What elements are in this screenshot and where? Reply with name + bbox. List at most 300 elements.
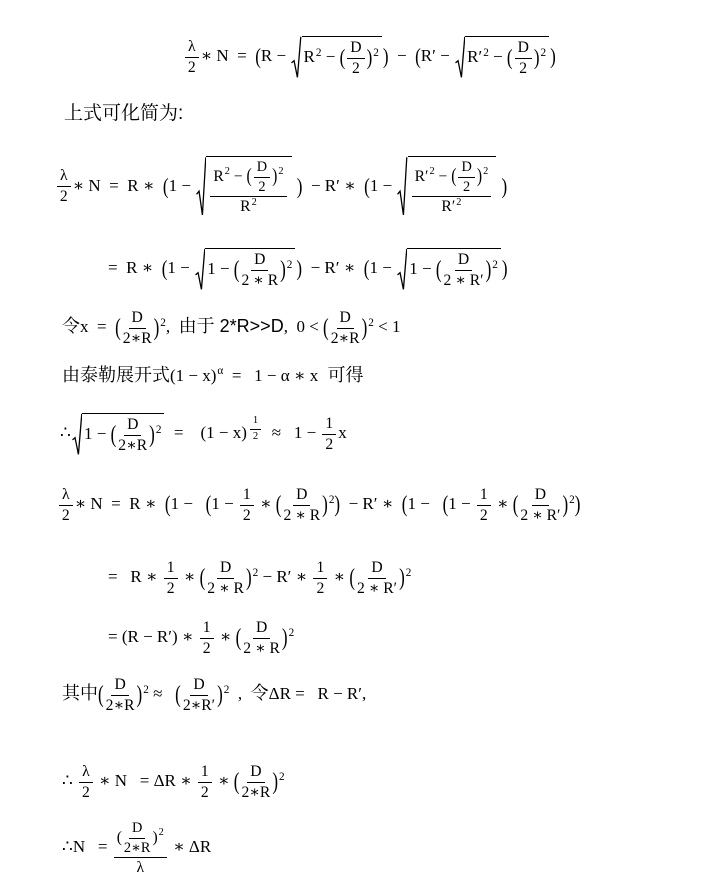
math-row [62,763,285,801]
fraction [183,676,215,715]
radicand [465,36,549,79]
math-text: = 1 − α ∗ x [223,366,323,385]
denominator [463,178,470,196]
math-text: 2 [519,59,528,77]
math-text: D [127,416,139,433]
math-row [240,198,257,215]
radicand [205,248,295,291]
numerator [250,415,261,429]
math-text: ∗ [255,494,276,514]
radical-glyph [397,248,407,291]
fraction [283,486,320,525]
denominator [207,579,244,598]
fraction [59,486,73,525]
stretch-paren: ( [435,256,442,284]
math-text: R [240,198,251,216]
stretch-paren: ) [550,44,556,70]
superscript [159,828,164,838]
math-text: ≈ [148,684,176,704]
stretch-paren: ( [339,45,346,71]
numerator [79,763,93,783]
math-text: ∴N = [62,837,112,857]
numerator [164,559,178,579]
math-text: 2 [463,178,471,195]
math-text: ∗ [329,567,350,587]
stretch-paren: ) [322,491,328,519]
math-text: 2∗R [123,839,151,856]
superscript [492,260,498,271]
math-text: = (1 − x) [165,423,247,443]
stretch-paren: ) [501,256,508,282]
math-text: ∗ N = R ∗ [72,175,163,195]
numerator [129,309,146,329]
fraction [322,415,336,454]
math-row [303,39,379,77]
radical-glyph [455,36,465,79]
stretch-paren: ) [574,491,581,518]
stretch-paren: ( [451,165,457,188]
denominator [241,271,278,290]
math-row [62,366,363,385]
denominator [123,329,152,348]
denominator [62,506,70,525]
stretch-paren: ( [233,256,240,284]
math-text: ∴ [62,771,78,791]
superscript [287,260,293,271]
math-text: ∗ [213,771,234,791]
fraction [515,39,532,78]
fraction [198,763,212,802]
numerator [458,159,474,178]
fraction [164,559,178,598]
superscript [252,198,257,208]
formula-opd-definition [183,36,556,79]
superscript [156,425,162,436]
cjk-text: 令 [250,683,269,704]
math-text: 2∗R [122,329,152,347]
fraction [207,559,244,598]
math-text: 2∗R [118,436,148,454]
math-text: 2 [252,566,259,579]
math-text: ∗ N = [200,46,256,66]
math-text: 1 − [168,175,196,195]
math-text: = (R − R′) ∗ [108,627,198,647]
superscript [406,568,412,579]
math-text: 1 [242,486,251,503]
denominator [201,783,209,802]
fraction [254,159,270,195]
denominator [352,59,360,78]
fraction [123,309,152,348]
denominator [357,579,397,598]
math-row [108,559,412,597]
cjk-text: 由泰勒展开式 [62,365,170,385]
stretch-paren: ) [501,173,508,199]
superscript [483,167,488,177]
math-text: ∗ ΔR [168,837,212,857]
math-text: 2 [258,178,266,195]
math-row [84,416,162,454]
stretch-paren: ) [136,681,143,709]
math-text: − [229,167,247,185]
math-text: 1 − [170,494,206,514]
math-text: ∗ [492,494,513,514]
stretch-paren: ) [296,256,303,282]
math-row [207,251,293,289]
math-text: 2∗R [241,783,271,801]
math-text: 2∗R′ [182,696,216,714]
square-root [397,156,496,217]
math-text: ∗ N = ΔR ∗ [94,771,196,791]
denominator [188,58,196,77]
stretch-paren: ) [281,624,288,652]
radical-glyph [72,413,82,456]
math-text: D [371,559,383,576]
superscript [248,415,263,443]
math-text: 2 [479,506,488,524]
math-text: 2 [405,566,412,579]
radical-glyph [397,156,407,217]
math-text: 2 [202,639,211,657]
stretch-paren: ( [175,681,181,709]
math-text: 2 [286,258,293,271]
fraction [331,309,360,348]
formula-collected-terms [108,559,411,598]
fraction [79,763,93,802]
superscript [279,772,285,783]
math-row [116,820,164,856]
denominator [283,506,320,525]
fraction [357,559,397,598]
stretch-paren: ) [153,314,160,342]
fraction [240,486,254,525]
math-text: 1 [202,619,211,636]
math-text: D [114,676,126,693]
radical-sign [291,36,301,79]
denominator [258,178,265,196]
math-text: − R′ ∗ [302,258,364,278]
stretch-paren: ) [334,491,341,518]
fraction [444,251,484,290]
math-text: λ [62,486,70,503]
stretch-paren: ( [323,314,329,342]
stretch-paren: ( [349,564,355,592]
math-text: 1 [200,763,209,780]
radical-glyph [196,156,206,217]
math-text: 2 [252,430,259,442]
math-row [62,676,367,714]
math-text: 2 [288,626,295,639]
fraction [241,763,270,802]
math-row [57,486,581,524]
math-text: λ [136,859,145,877]
math-text: 2∗R [330,329,360,347]
math-text: 1 − [369,258,397,278]
denominator [243,639,280,658]
stretch-paren: ( [161,256,168,282]
stretch-paren: ) [272,768,278,796]
math-text: R′ [441,198,456,216]
math-text: , [229,684,251,704]
stretch-paren: ) [562,491,569,519]
stretch-paren: ( [164,491,171,518]
math-text: ∗ [179,567,200,587]
math-row [213,159,284,195]
numerator [532,486,549,506]
stretch-paren: ( [363,256,370,282]
formula-substitution-x [62,309,400,348]
fraction [520,486,560,525]
numerator [240,486,254,506]
formula-delta-r-definition [62,676,366,715]
math-text: R′ [414,167,429,185]
numerator [477,486,491,506]
math-text: x = [80,317,116,337]
denominator [325,435,333,454]
denominator [136,858,144,877]
fraction [347,39,364,78]
fraction [57,167,71,206]
numerator [368,559,385,579]
math-text: 2 [429,166,435,178]
math-row [441,198,461,215]
numerator [253,619,270,639]
numerator [412,159,492,197]
math-text: − [434,167,452,185]
fraction [458,159,474,195]
denominator [60,187,68,206]
numerator [455,251,472,271]
math-text: 2 [352,59,360,77]
denominator [520,506,560,525]
denominator [331,329,360,348]
radical-sign [195,248,205,291]
math-text: , [165,317,179,337]
numerator [217,559,234,579]
math-text: 2 [316,579,325,597]
math-text: , 0 < [283,317,324,337]
denominator [441,197,461,216]
square-root [291,36,381,79]
math-row [136,859,144,876]
math-text: 1 [252,415,259,427]
stretch-paren: ) [296,173,303,199]
fraction [200,619,214,658]
superscript [541,48,547,59]
stretch-paren: ( [162,173,169,199]
math-text: − [321,47,340,67]
fraction [412,159,492,216]
math-row [414,159,489,195]
radical-sign [72,413,82,456]
math-text: 2 [81,783,90,801]
denominator [118,436,147,455]
radicand [82,413,164,456]
cjk-text: 令 [62,316,80,337]
stretch-paren: ) [272,165,278,188]
superscript [373,48,379,59]
stretch-paren: ( [255,44,261,70]
stretch-paren: ( [506,45,513,71]
math-text: 2 [158,827,164,839]
denominator [243,506,251,525]
square-root [455,36,549,79]
numerator [200,619,214,639]
fraction [313,559,327,598]
denominator [82,783,90,802]
numerator [59,486,73,506]
denominator [444,271,484,290]
math-text: 1 [316,559,325,576]
fraction [241,251,278,290]
numerator [515,39,532,59]
math-row [183,38,556,77]
math-text: 2 [242,506,251,524]
math-text: 2 ∗ R [283,506,321,524]
stretch-paren: ) [399,564,405,592]
fraction [477,486,491,525]
stretch-paren: ( [98,681,104,709]
math-text: λ [188,38,196,55]
formula-result-lambda-n [62,763,285,802]
denominator [124,839,151,857]
stretch-paren: ( [205,491,212,518]
stretch-paren: ( [246,165,252,188]
numerator [293,486,310,506]
radical-sign [397,248,407,291]
radical-glyph [291,36,301,79]
numerator [190,676,207,696]
math-text: R [213,167,224,185]
cjk-text: 可得 [322,365,364,385]
fraction [210,159,286,216]
stretch-paren: ) [149,421,155,449]
stretch-paren: ( [199,564,206,592]
radical-sign [196,156,206,217]
math-text: 2 [160,316,166,329]
math-text: D [296,486,308,503]
math-text: 1 − [407,494,443,514]
math-text: 2 [61,506,70,524]
math-text: D [131,820,143,836]
radicand [302,36,382,79]
math-text: 1 − [369,175,397,195]
math-text: ( [116,828,122,846]
superscript [278,167,283,177]
math-text: 2 [59,188,68,206]
square-root [72,413,165,456]
math-text: 2 ∗ R′ [520,506,561,524]
math-text: − [488,47,507,67]
math-text: D [255,619,268,636]
square-root [195,248,295,291]
math-text: D [131,309,143,326]
fraction [106,676,135,715]
numerator [322,415,336,435]
math-text: < 1 [373,317,401,337]
math-text: 2 [200,783,209,801]
stretch-paren: ) [361,314,368,342]
math-text: ∴ [60,423,71,443]
math-text: D [254,251,266,268]
numerator [251,251,268,271]
stretch-paren: ) [476,165,483,188]
math-text: 2 [328,493,335,506]
numerator [111,676,128,696]
math-text: 2 [224,166,230,178]
math-text: 2 [456,197,462,209]
math-text: D [256,159,268,175]
math-text: 2 [483,166,489,178]
radicand [408,156,497,217]
stretch-paren: ( [415,44,421,70]
stretch-paren: ( [275,491,282,519]
numerator [185,38,199,58]
math-text: 2 ∗ R′ [443,271,484,289]
math-text: D [250,763,262,780]
stretch-paren: ( [110,421,117,449]
math-text: D [339,309,351,326]
math-text: ) [152,828,158,846]
stretch-paren: ( [364,173,370,199]
denominator [241,783,270,802]
math-text: = R ∗ [108,567,162,587]
math-text: 2 [278,770,285,783]
fraction [250,415,261,443]
math-text: x [338,423,347,443]
math-text: 2∗R [105,696,135,714]
radical-glyph [195,248,205,291]
formula-final-n [62,820,211,877]
math-text: R [303,47,315,67]
numerator [124,416,141,436]
formula-normalized-sqrt [108,248,508,291]
math-text: λ [60,167,68,185]
stretch-paren: ) [217,681,223,709]
math-text: 2 [187,58,196,76]
math-text: D [457,251,470,268]
radical-sign [455,36,465,79]
math-text: 1 − [211,494,238,514]
numerator [114,820,167,858]
fraction [124,820,151,856]
cjk-text: 由于 2*R>>D [178,316,284,337]
math-text: R − [260,46,291,66]
math-row [60,415,347,454]
math-text: 1 [166,559,175,576]
math-text: D [350,39,362,56]
math-text: 2 [540,46,547,59]
stretch-paren: ( [115,314,121,342]
math-text: ΔR = R − R′, [268,684,367,704]
numerator [129,820,145,839]
math-text: 2 [368,316,374,329]
math-text: 1 − [448,494,475,514]
math-text: 2 [325,435,334,453]
math-text: 1 − [409,259,436,279]
math-text: − R′ ∗ [302,175,365,195]
superscript [456,198,461,208]
stretch-paren: ( [442,491,449,518]
math-text: 2 ∗ R [241,271,279,289]
math-row [467,39,547,77]
math-text: ∗ N = R ∗ [74,494,165,514]
math-row [410,159,494,216]
math-text: 2 ∗ R [207,579,244,597]
math-text: − R′ ∗ [340,494,402,514]
stretch-paren: ) [280,256,286,284]
math-row [62,820,212,877]
